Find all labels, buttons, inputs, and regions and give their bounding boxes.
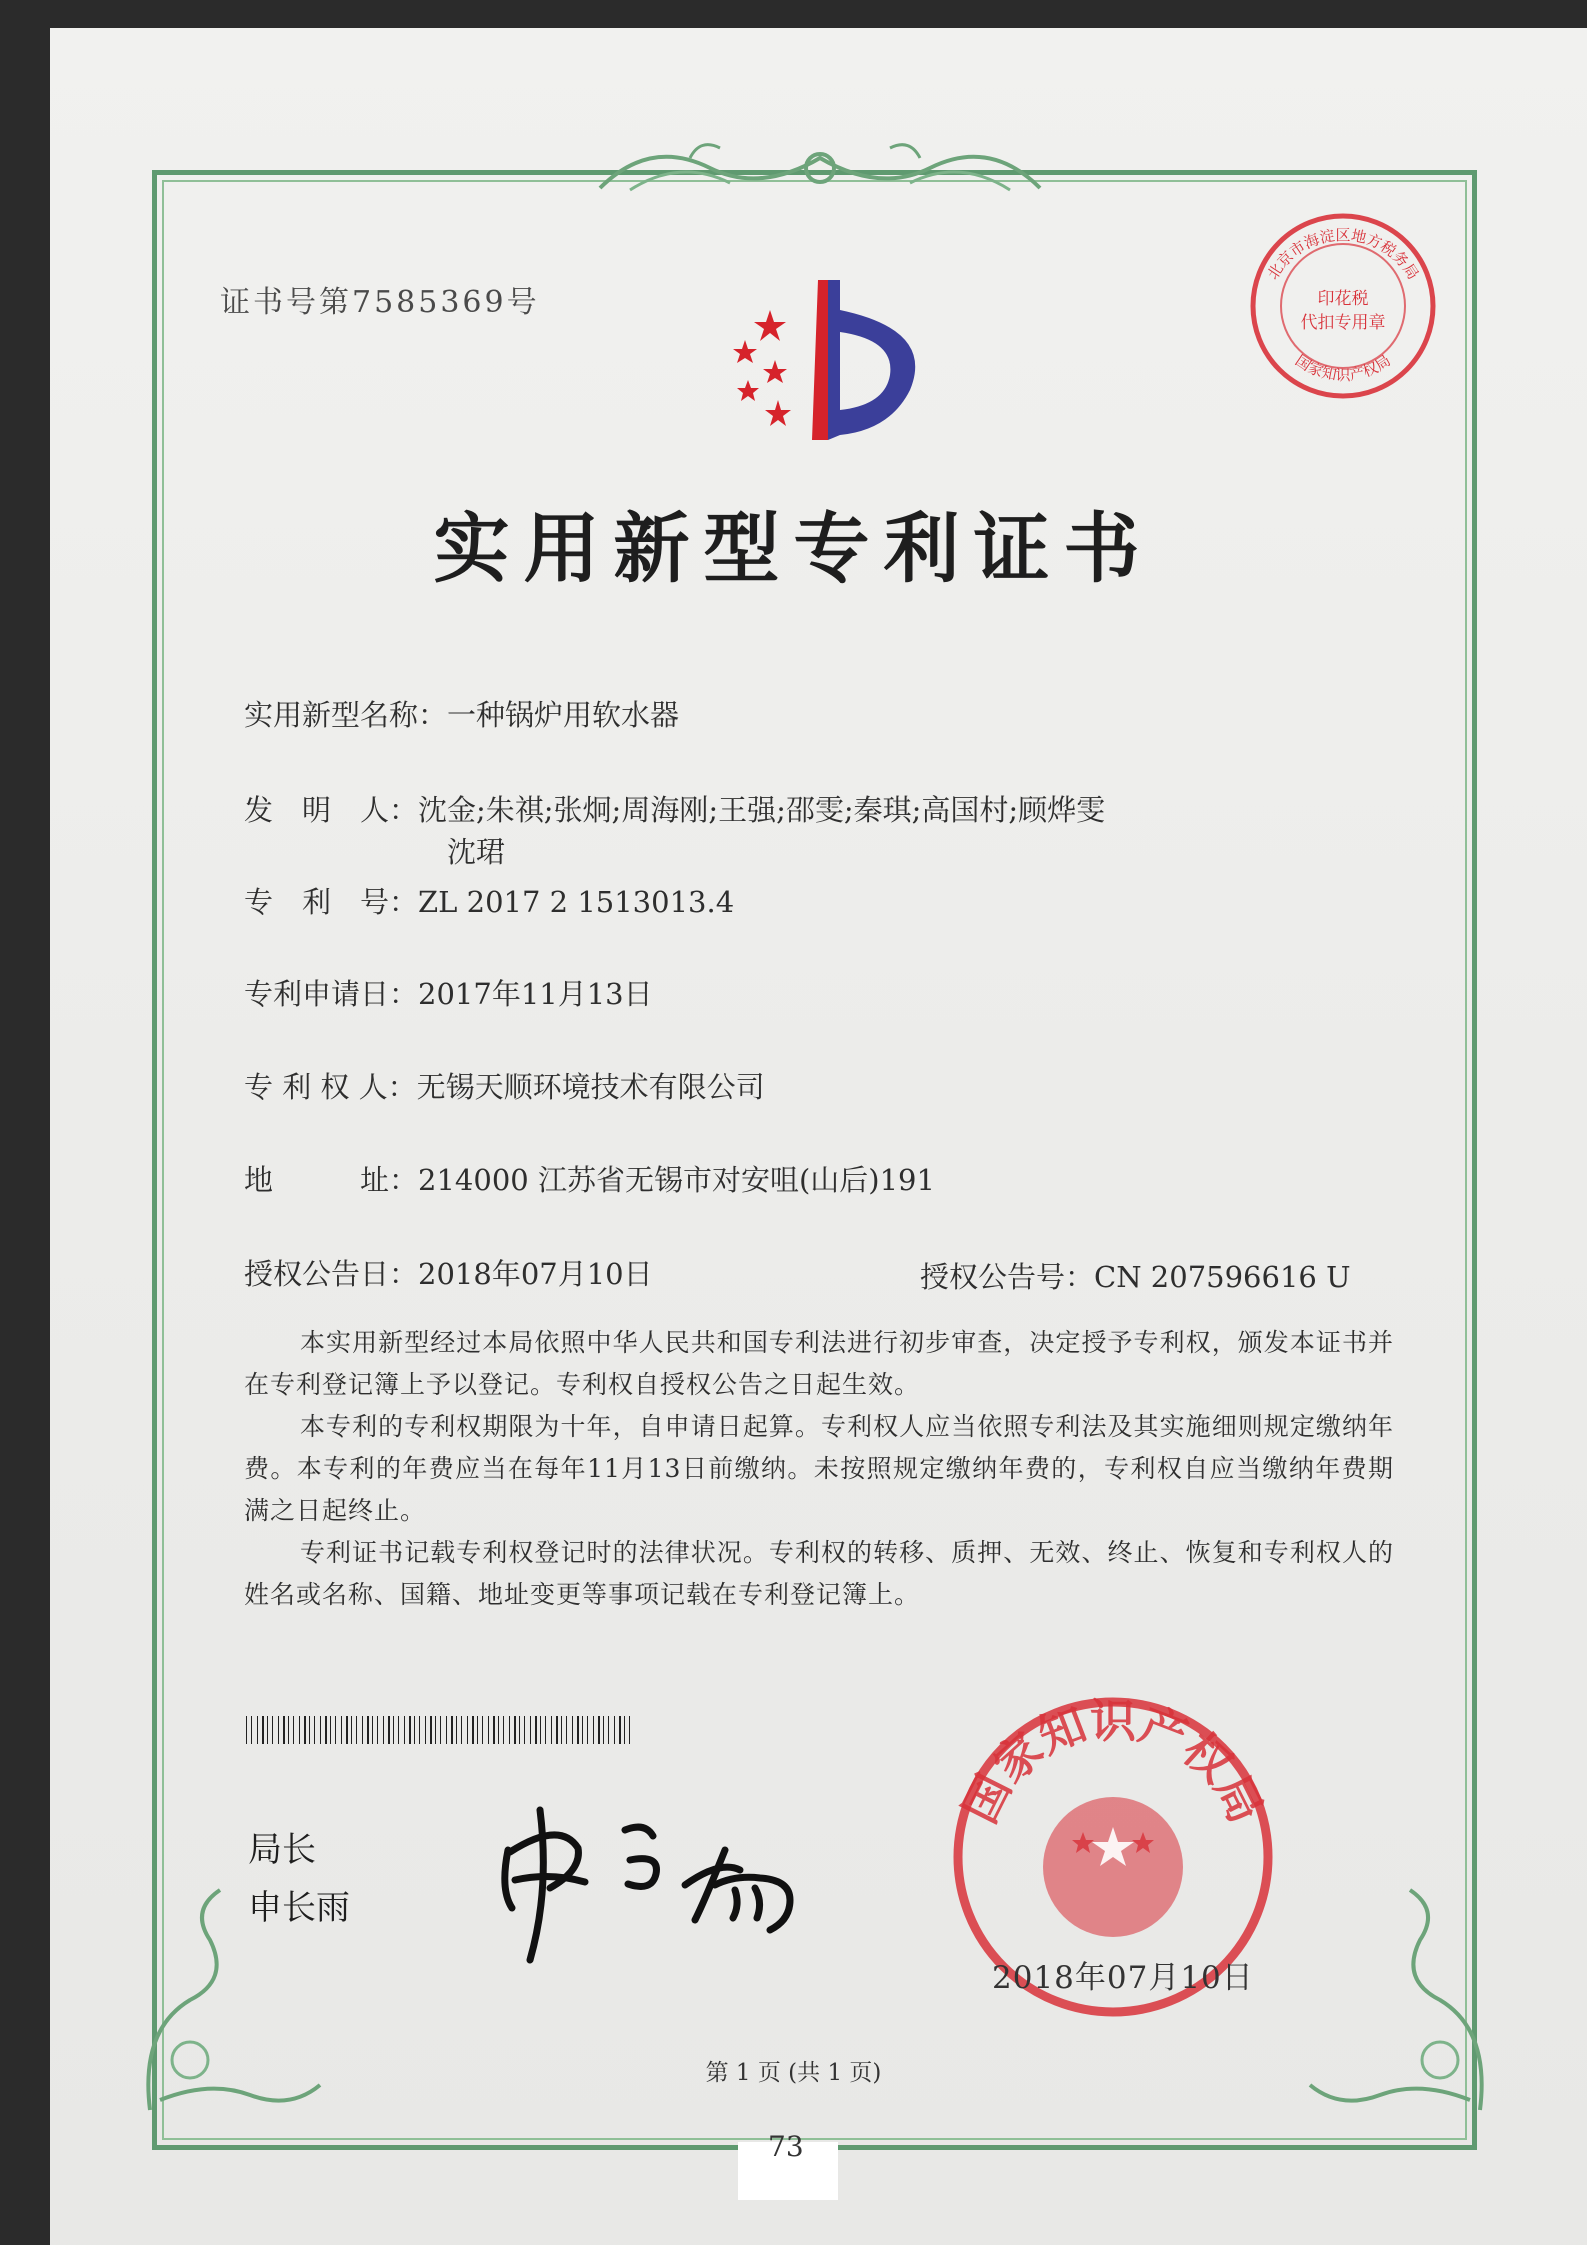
page-footer-mark xyxy=(738,2130,838,2200)
legal-paragraph-2: 本专利的专利权期限为十年，自申请日起算。专利权人应当依照专利法及其实施细则规定缴纳年费。本专利的年费应当在每年11月13日前缴纳。未按照规定缴纳年费的，专利权自应当缴纳年费期满之日起终止。 xyxy=(244,1412,1394,1525)
field-value: CN 207596616 U xyxy=(1094,1260,1351,1294)
stamp-duty-seal xyxy=(1245,208,1441,404)
handwritten-signature xyxy=(490,1790,830,1970)
field-inventor xyxy=(244,788,1105,829)
field-label: 授权公告日： xyxy=(244,1257,419,1291)
field-label: 授权公告号： xyxy=(920,1260,1095,1294)
top-dragon-ornament xyxy=(590,128,1050,208)
svg-text:北京市海淀区地方税务局: 北京市海淀区地方税务局 xyxy=(1263,226,1423,283)
field-value: 无锡天顺环境技术有限公司 xyxy=(416,1070,765,1104)
barcode xyxy=(246,1716,634,1744)
field-inventor-continued: 沈珺 xyxy=(447,835,506,869)
field-label: 地 址： xyxy=(244,1163,419,1197)
field-value: 一种锅炉用软水器 xyxy=(447,698,680,732)
field-label: 专 利 号： xyxy=(244,885,419,919)
signatory-name: 申长雨 xyxy=(248,1888,350,1928)
signatory-title: 局长 xyxy=(248,1830,316,1870)
svg-text:国家知识产权局: 国家知识产权局 xyxy=(1292,351,1394,385)
field-grant-number xyxy=(920,1255,1351,1296)
certificate-number: 证书号第7585369号 xyxy=(220,285,540,320)
field-patentee xyxy=(244,1065,765,1106)
field-patent-number xyxy=(244,880,734,921)
field-utility-model-name xyxy=(244,693,679,734)
seal-date: 2018年07月10日 xyxy=(992,1960,1254,1996)
legal-paragraph-1: 本实用新型经过本局依照中华人民共和国专利法进行初步审查，决定授予专利权，颁发本证书并在专利登记簿上予以登记。专利权自授权公告之日起生效。 xyxy=(244,1328,1394,1399)
field-grant-date xyxy=(244,1252,653,1293)
patent-office-logo xyxy=(700,270,940,460)
certificate-title: 实用新型专利证书 xyxy=(433,504,1154,593)
field-filing-date xyxy=(244,972,653,1013)
legal-paragraph-3: 专利证书记载专利权登记时的法律状况。专利权的转移、质押、无效、终止、恢复和专利权人的姓名或名称、国籍、地址变更等事项记载在专利登记簿上。 xyxy=(244,1538,1394,1609)
footer-mark-number: 73 xyxy=(768,2130,804,2163)
field-value: 沈金;朱祺;张炯;周海刚;王强;邵雯;秦琪;高国村;顾烨雯 xyxy=(418,793,1106,827)
page-number: 第 1 页 (共 1 页) xyxy=(705,2060,882,2086)
field-label: 实用新型名称： xyxy=(244,698,448,732)
field-value: 214000 江苏省无锡市对安咀(山后)191 xyxy=(418,1163,935,1197)
field-address xyxy=(244,1158,935,1199)
small-seal-line2: 代扣专用章 xyxy=(1300,313,1386,333)
svg-text:国家知识产权局: 国家知识产权局 xyxy=(952,1694,1274,1832)
field-label: 专 利 权 人： xyxy=(244,1070,417,1104)
field-label: 发 明 人： xyxy=(244,793,419,827)
field-value: ZL 2017 2 1513013.4 xyxy=(418,885,735,919)
field-label: 专利申请日： xyxy=(244,977,419,1011)
field-value: 2018年07月10日 xyxy=(418,1257,653,1291)
small-seal-line1: 印花税 xyxy=(1317,289,1369,309)
field-value: 2017年11月13日 xyxy=(418,977,653,1011)
legal-text xyxy=(244,1322,1394,1616)
